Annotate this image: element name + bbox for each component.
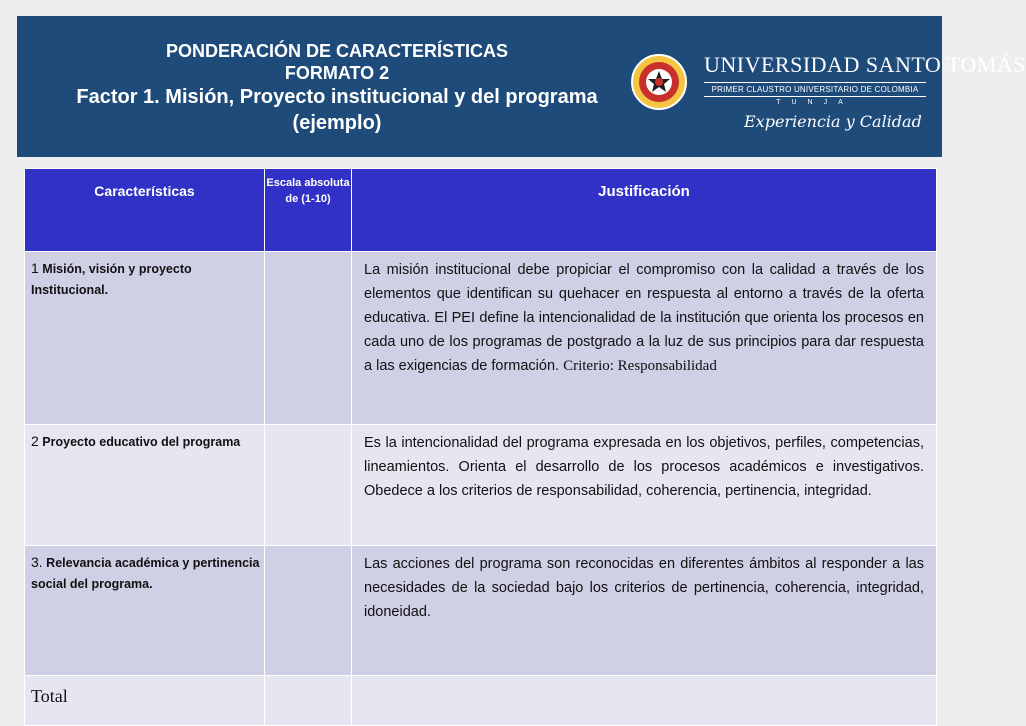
characteristic-cell [25, 252, 265, 425]
row-number: 1 [31, 260, 39, 276]
score-cell[interactable] [265, 252, 352, 425]
characteristic-label: Relevancia académica y pertinencia social del programa. [31, 556, 260, 591]
justification-cell [352, 252, 937, 425]
justification-text: La misión institucional debe propiciar el compromiso con la calidad a través de los elementos que identifican su quehacer en respuesta al entorno a través de la oferta educativa. El PEI define la intencionalidad de la institución que orienta los procesos en cada uno de los programas de postgrado a la luz de sus principios para dar respuesta a las exigencias de formación. [364, 262, 924, 374]
justification-cell [352, 546, 937, 676]
characteristic-label: Proyecto educativo del programa [42, 435, 241, 449]
table-header-row [25, 169, 937, 252]
total-label: Total [25, 676, 265, 726]
header-justification: Justificación [352, 169, 937, 252]
total-justification-cell [352, 676, 937, 726]
title-line-2: FORMATO 2 [284, 63, 390, 83]
score-cell[interactable] [265, 425, 352, 546]
total-row [25, 676, 937, 726]
header-characteristics: Características [25, 169, 265, 252]
justification-text: Es la intencionalidad del programa expresada en los objetivos, perfiles, competencias, lineamientos. Orienta el desarrollo de los procesos académicos e investigativos. Obedece a los criterios de responsabilidad, coherencia, pertinencia, integridad. [364, 435, 924, 499]
logo-slogan: Experiencia y Calidad [744, 112, 922, 131]
university-logo [629, 42, 1026, 142]
title-line-1: PONDERACIÓN DE CARACTERÍSTICAS [165, 41, 509, 61]
score-cell[interactable] [265, 546, 352, 676]
characteristic-cell [25, 546, 265, 676]
justification-cell [352, 425, 937, 546]
header-banner [17, 16, 1026, 157]
characteristic-cell [25, 425, 265, 546]
row-number: 2 [31, 433, 39, 449]
university-seal-icon [629, 52, 689, 112]
total-score-cell[interactable] [265, 676, 352, 726]
weighting-table [24, 168, 937, 726]
logo-name: UNIVERSIDAD SANTO TOMÁS [704, 52, 1026, 77]
justification-text: Las acciones del programa son reconocidas en diferentes ámbitos al responder a las necesidades de la sociedad bajo los criterios de pertinencia, coherencia, integridad, idoneidad. [364, 556, 924, 620]
header-scale: Escala absoluta de (1-10) [265, 169, 352, 252]
logo-city: TUNJA [776, 99, 854, 106]
logo-subtitle: PRIMER CLAUSTRO UNIVERSITARIO DE COLOMBIA [704, 82, 926, 97]
title-line-3: Factor 1. Misión, Proyecto institucional y del programa (ejemplo) [76, 86, 598, 134]
table-row [25, 546, 937, 676]
table-row [25, 425, 937, 546]
row-number: 3. [31, 554, 43, 570]
characteristic-label: Misión, visión y proyecto Institucional. [31, 262, 192, 297]
page-title [57, 40, 617, 136]
table-row [25, 252, 937, 425]
criterion-text: Criterio: Responsabilidad [563, 358, 717, 374]
